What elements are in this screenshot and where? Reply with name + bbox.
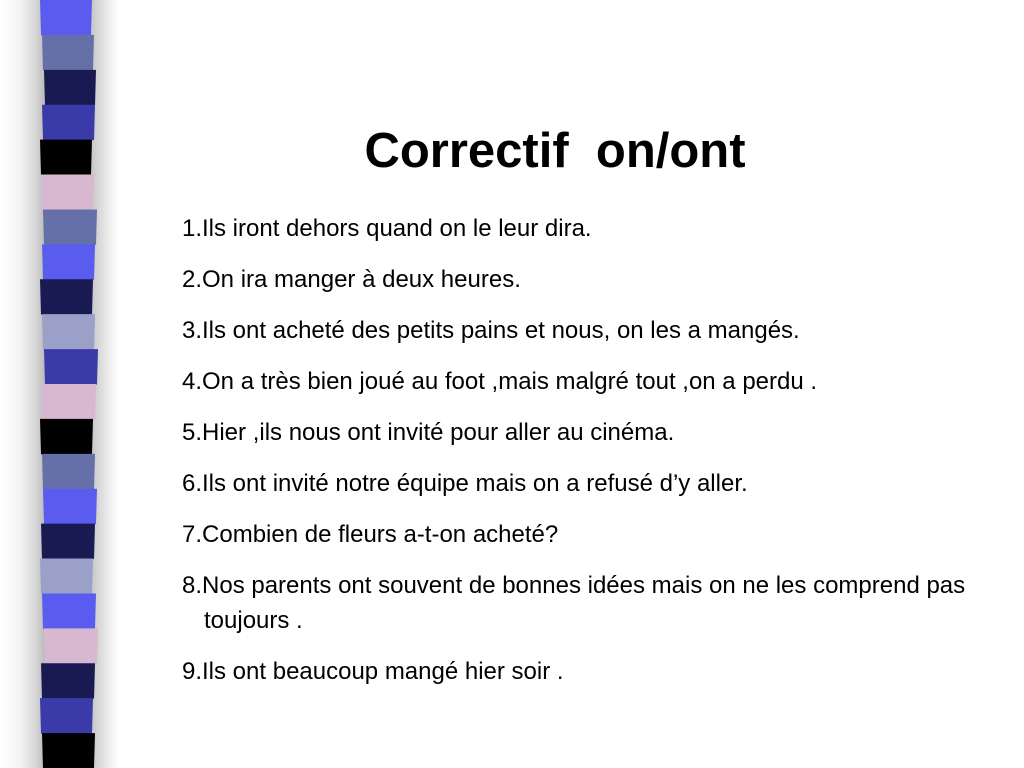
answer-item: 3.Ils ont acheté des petits pains et nous, on les a mangés. xyxy=(182,317,800,344)
stripe-block xyxy=(41,384,96,419)
stripe-block xyxy=(40,140,92,175)
stripe-block xyxy=(40,0,92,35)
answer-item: 6.Ils ont invité notre équipe mais on a refusé d’y aller. xyxy=(182,470,748,497)
stripe-block xyxy=(43,209,97,244)
stripe-block xyxy=(44,70,96,105)
stripe-block xyxy=(40,419,93,454)
answer-item: 4.On a très bien joué au foot ,mais malgré tout ,on a perdu . xyxy=(182,368,818,395)
stripe-block xyxy=(44,628,98,663)
answer-item: 9.Ils ont beaucoup mangé hier soir . xyxy=(182,658,564,685)
stripe-block xyxy=(41,524,95,559)
stripe-block xyxy=(42,35,94,70)
answer-item: 5.Hier ,ils nous ont invité pour aller au cinéma. xyxy=(182,419,675,446)
answer-item: 1.Ils iront dehors quand on le leur dira. xyxy=(182,215,592,242)
stripe-block xyxy=(42,244,95,279)
stripe-block xyxy=(42,454,95,489)
stripe-block xyxy=(42,733,95,768)
stripe-block xyxy=(44,349,98,384)
answer-item: 2.On ira manger à deux heures. xyxy=(182,266,521,293)
stripe-block xyxy=(43,489,97,524)
stripe-block xyxy=(42,593,96,628)
stripe-block xyxy=(40,279,93,314)
answer-item: 8.Nos parents ont souvent de bonnes idées mais on ne les comprend pas toujours . xyxy=(182,572,966,634)
slide-title: Correctif on/ont xyxy=(364,124,746,178)
decorative-stripe-border xyxy=(0,0,120,768)
stripe-block xyxy=(42,105,95,140)
answer-list xyxy=(182,211,982,705)
stripe-block xyxy=(41,175,94,210)
stripe-block xyxy=(42,314,95,349)
answer-item: 7.Combien de fleurs a-t-on acheté? xyxy=(182,521,559,548)
stripe-block xyxy=(40,698,93,733)
stripe-block xyxy=(40,559,93,594)
stripe-block xyxy=(41,663,95,698)
